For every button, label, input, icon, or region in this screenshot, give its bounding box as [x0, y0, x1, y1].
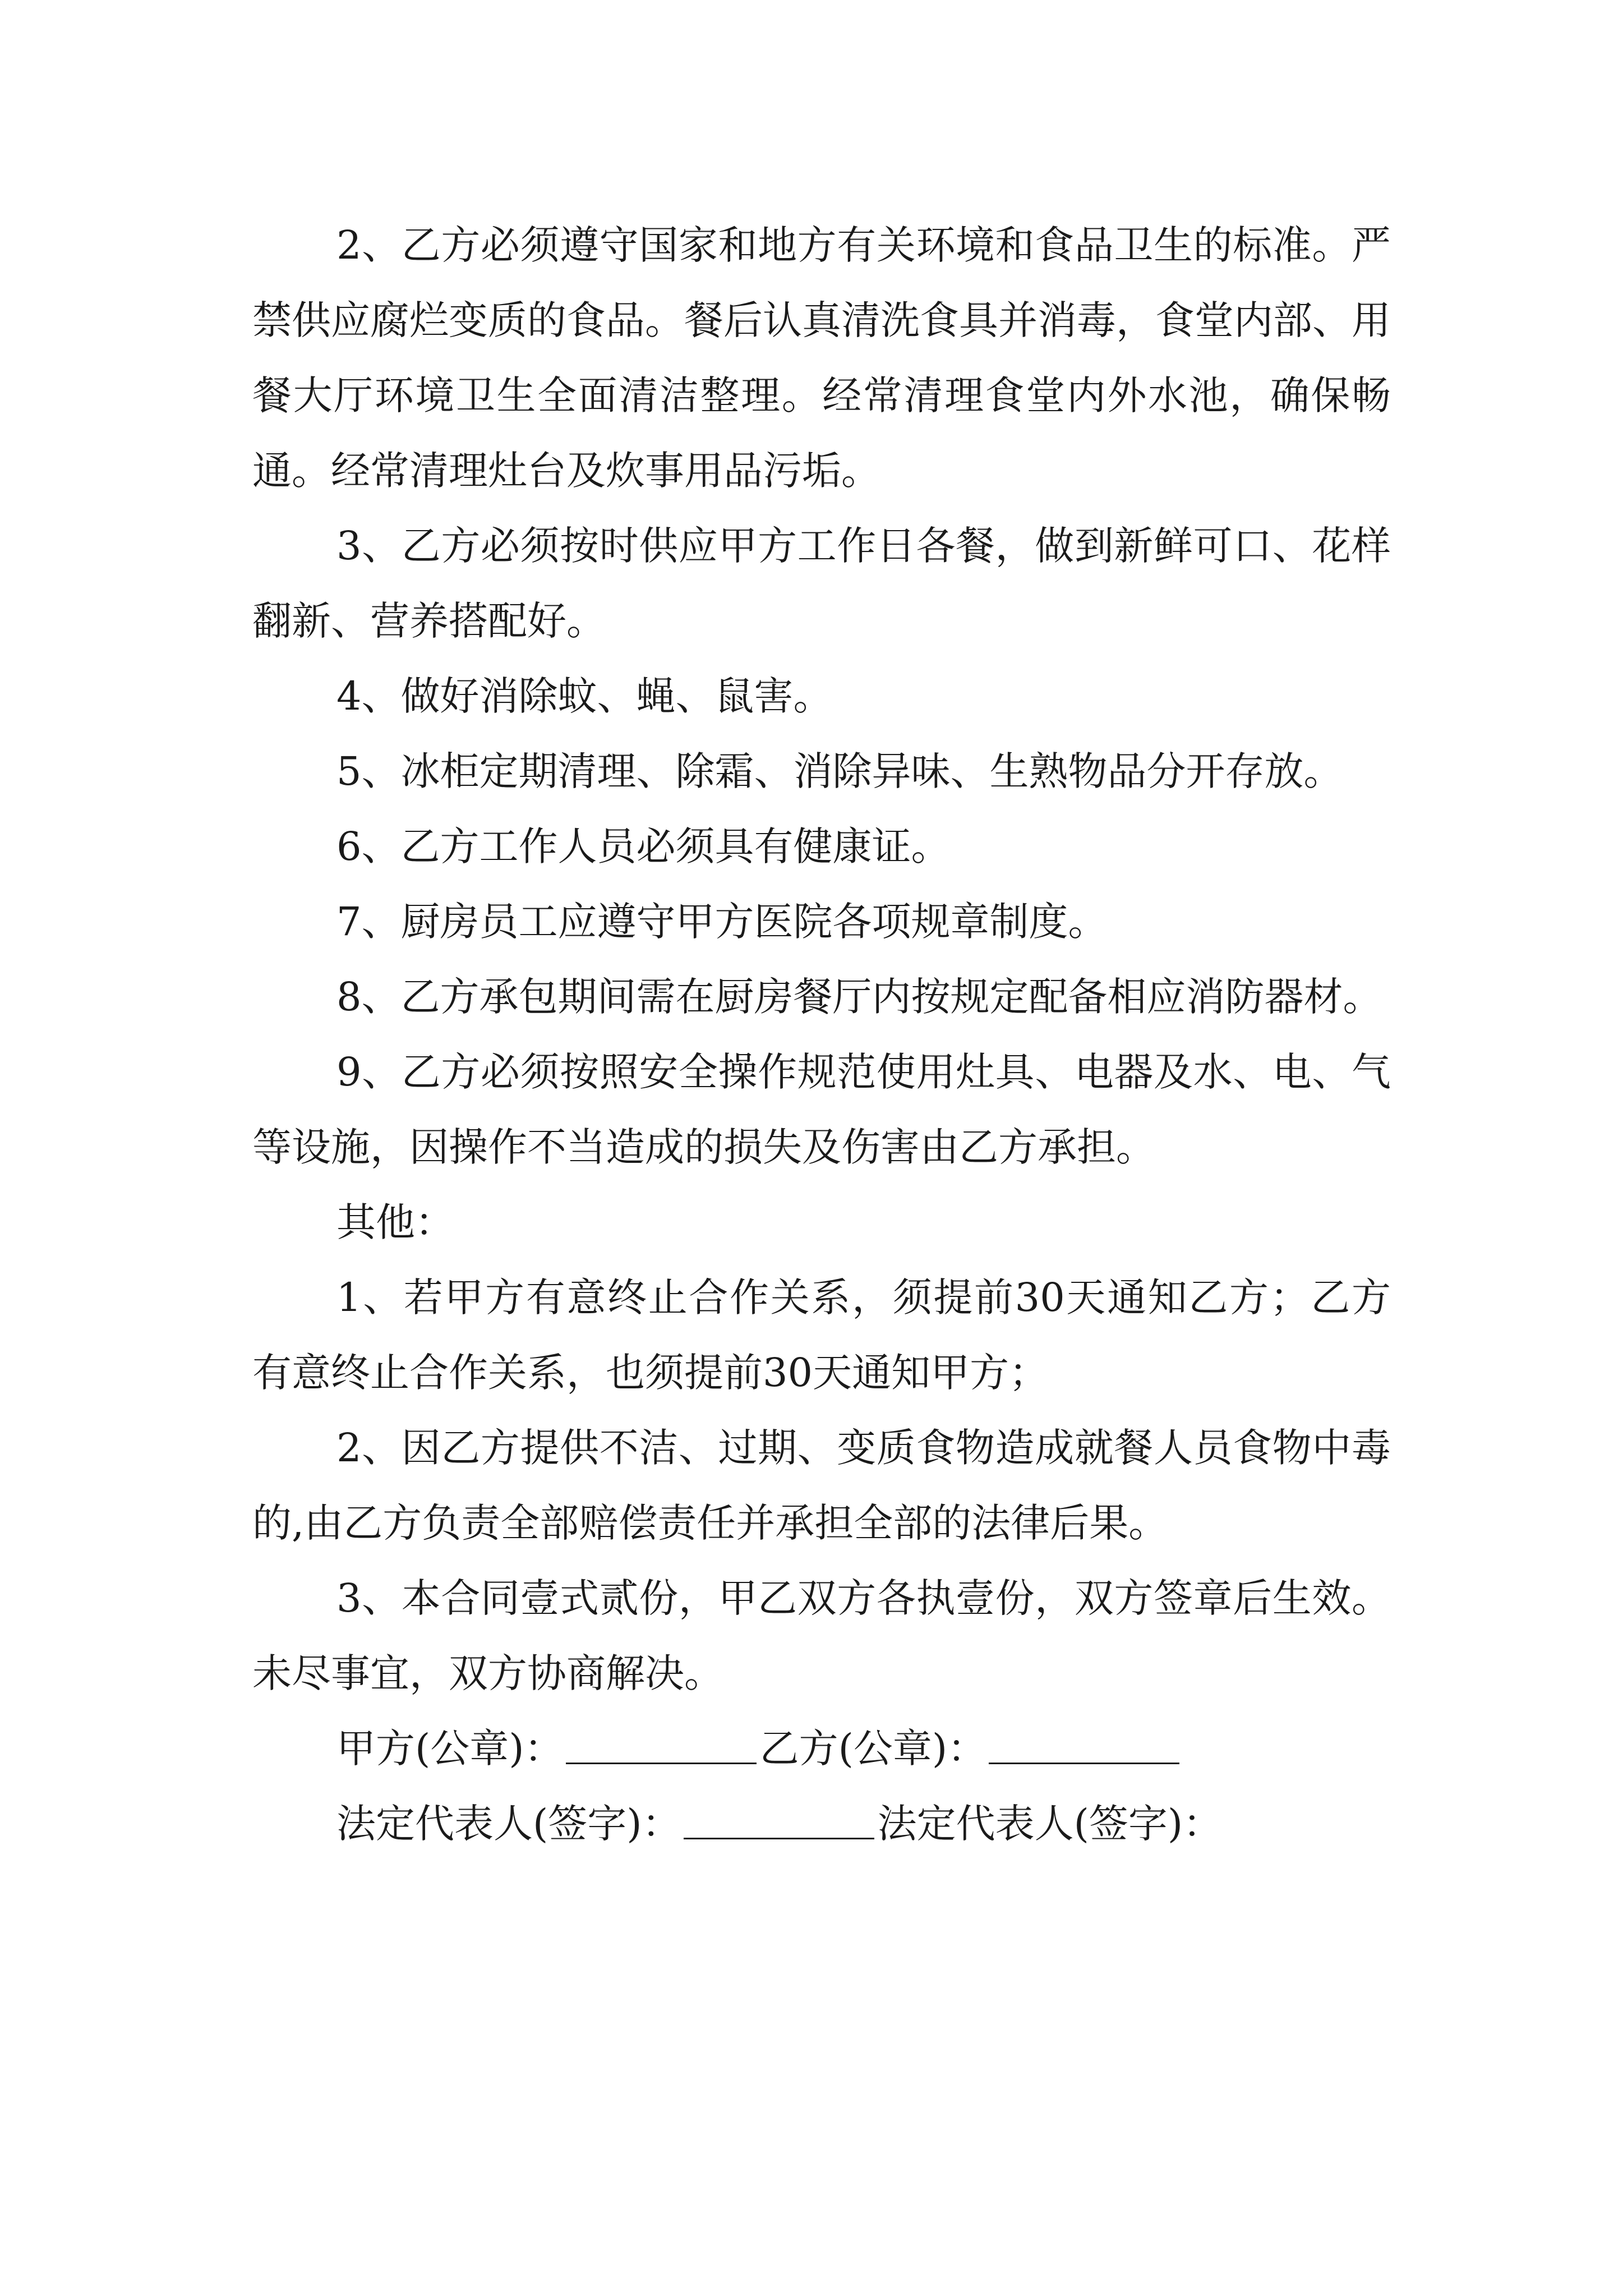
party-b-seal-blank — [989, 1723, 1179, 1764]
clause-8-fire-equipment: 8、乙方承包期间需在厨房餐厅内按规定配备相应消防器材。 — [336, 974, 1382, 1020]
clause-4-pests: 4、做好消除蚊、蝇、鼠害。 — [336, 673, 833, 719]
party-a-seal-blank — [566, 1723, 757, 1764]
party-a-rep-label: 法定代表人(签字)： — [336, 1801, 681, 1847]
other-2-liability: 2、因乙方提供不洁、过期、变质食物造成就餐人员食物中毒的,由乙方负责全部赔偿责任并承担全部的法律后果。 — [252, 1425, 1391, 1546]
clause-5-freezer: 5、冰柜定期清理、除霜、消除异味、生熟物品分开存放。 — [336, 748, 1343, 794]
clause-6-health-cert: 6、乙方工作人员必须具有健康证。 — [336, 823, 951, 869]
clause-7-rules: 7、厨房员工应遵守甲方医院各项规章制度。 — [336, 899, 1108, 945]
party-b-seal-label: 乙方(公章)： — [759, 1726, 987, 1772]
party-b-rep-label: 法定代表人(签字)： — [877, 1801, 1223, 1847]
clause-3-meals: 3、乙方必须按时供应甲方工作日各餐，做到新鲜可口、花样翻新、营养搭配好。 — [252, 523, 1391, 644]
representative-line — [252, 1786, 1391, 1861]
other-3-copies: 3、本合同壹式贰份，甲乙双方各执壹份，双方签章后生效。未尽事宜，双方协商解决。 — [252, 1575, 1391, 1696]
contract-body — [252, 208, 1391, 1861]
seal-line — [252, 1711, 1391, 1786]
clause-9-safety: 9、乙方必须按照安全操作规范使用灶具、电器及水、电、气等设施，因操作不当造成的损失及伤害由乙方承担。 — [252, 1049, 1391, 1170]
party-a-seal-label: 甲方(公章)： — [336, 1726, 564, 1772]
section-other-heading: 其他： — [336, 1199, 454, 1245]
party-a-rep-blank — [684, 1798, 874, 1839]
clause-2-hygiene: 2、乙方必须遵守国家和地方有关环境和食品卫生的标准。严禁供应腐烂变质的食品。餐后认真清洗食具并消毒，食堂内部、用餐大厅环境卫生全面清洁整理。经常清理食堂内外水池，确保畅通。经常清理灶台及炊事用品污垢。 — [252, 222, 1391, 494]
other-1-termination: 1、若甲方有意终止合作关系，须提前30天通知乙方；乙方有意终止合作关系，也须提前30天通知甲方； — [252, 1274, 1391, 1396]
